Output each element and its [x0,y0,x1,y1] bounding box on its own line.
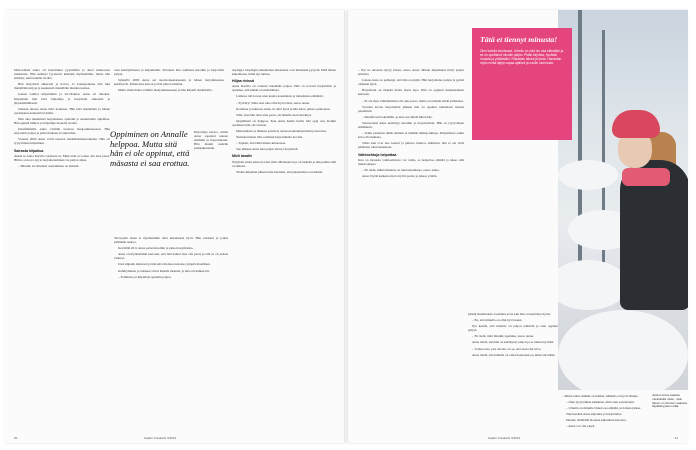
paragraph: Olin aina tekemässä harjoituksia, ajattelin ja suunnittelin ohjelmaa. Hän ajatteli hiihtoa ja kilpailuja monella tavalla. [14,116,110,126]
paragraph: Umeåmäisille Anna valittiin nuorten maajoukkueeseen. Hän harjoitteli paljon ja pääsi mukaan arvokisoihin. [14,127,110,136]
right-column-3 [562,394,648,438]
paragraph: – Ruumis keli tekemään, ja aina saa nähdä miten käy. [362,114,433,119]
paragraph: – Urheilu on minulle tärkeä osa elämää, ja haluan jatkaa. [566,406,641,411]
fact-box-body: Olen todella innoissani. Urheilu on ollut iso osa elämääni ja se on opettanut minulle paljon. Pidän kirjoista, hyvästä ruoasta ja ystävistäni. Rakastan talvea ja lunta. Harrastan myös muita lajeja vapaa-ajallani ja nautin luonnosta. [480,48,564,66]
paragraph: Yhden kilpailun jälkeen hän huomasi, että jaksaminen on tärkeää. [236,169,323,174]
paragraph: Koulussa ja lukiossa Anna on ollut hyvä ja hän aikoo jatkaa opintojaan. [236,106,331,111]
paragraph: Kehittyminen ja tulokset olivat hänelle tärkeitä, ja hän otti kaiken irti. [118,268,210,273]
winter-portrait-photo [558,10,688,390]
left-column-3 [232,68,336,438]
paragraph: vain kehittymiseen ja kilpailuihin. Siltoinen hän osallistui kisoihin ja harjoitteli paljon. [114,68,224,77]
paragraph: Mutta sitten hänet valittiin maajoukkueeseen ja hän kilpaili maailmalla. [118,88,213,93]
paragraph: Murrosiässä Anna oli innoittunut pyyntöihin ja alkoi kiinnostua luistelusta. Hän kehittyi fyysisesti käsitään myöhemmin, mutta hän kehittyi, sekä uudella tavalla. [14,68,110,81]
paragraph: Harjoittelu on tärkeää mutta myös lepo. Hän on oppinut kuuntelemaan kehoaan. [358,88,464,97]
right-column-2 [468,312,558,438]
paragraph: Oppiminen on helppoa, Kun Anna halusi tietää, hän oppi sen. Kaikki opetukset hän otti vastaan. [232,118,336,127]
paragraph: Luitussa tuli kovan uran kautta kokemusta ja tuntemusta elämästä. [236,94,324,99]
paragraph: – En, että minulla on ollut hyvä kausi. [472,318,523,323]
right-page [348,10,688,443]
paragraph: Sillä, ettei hän ollut aina paras, oli hänelle suuri merkitys. [236,112,312,117]
paragraph: – Toinen asia, jota odotan, on se, että saan olla terve. [472,346,542,351]
paragraph: Kevätillä 2011 Anna palasi kisoihin ja jatkoi harjoittelua. [118,246,194,251]
paragraph: Nykyisin Anna tekee kovasti töitä. Mielenterveys on tärkeää ja hän puhuu siitä avoimesti. [232,159,336,168]
scarf [622,168,670,186]
paragraph: – Olen tyytyväinen kaikkeen, mitä olen saavuttanut. [566,400,635,405]
paragraph: Äkkiä se Anna Karvila varmasti on. Mutta hän ei voinut olla aina paras. Hiihto on kova laji ja harjoitteleminen vie paljon aikaa. [14,153,110,162]
left-column-2-top [114,68,224,126]
paragraph: Anna on myöhemmin kertonut, että hän halusi aina olla paras ja että se oli joskus vaikeaa. [114,252,228,261]
paragraph: päästä maalintaulu. Isommat arvat kun hän on käyttänyt hyvin. [468,312,551,316]
paragraph: – En tiedä, mihin minusta on tulevaisuudessa, sanoo Anna. [362,167,440,172]
paragraph: Anna tietää, että kaikilla on omat haasteensa ja niistä selvitään. [472,352,556,357]
paragraph: Joskus Anna on pelännyt, että hän ei pärjää. Hän harjoittelee paljon ja pyrkii olemaan hyvä. [358,78,464,87]
paragraph: Joskus vaihtoi kilpailuihin ja 20-vitsinen. Anna oli innokas. Kilpailuun hän kävi kilpailuja ja harjoitteli ahkerasti ja järjestelmällisesti. [14,92,110,105]
paragraph: – Tajusin, että tämä minua kiinnostaa. [236,141,286,146]
page-number-left: 20 [14,436,18,440]
paragraph: Sillaa kun ovat nuo koulut ja jatkuva muutos elämässä, hän ei ole vielä päättänyt tulevaisuudesta. [358,141,464,150]
subheading: Vaihtoehtoja helpottaa [358,152,397,157]
paragraph: Anna tietää, että hän on kehittynyt paljon ja se tuntuu hyvältä. [472,340,554,345]
paragraph: Manaamisen ja läheiset auttoivat Annaa koulunkäynnissä ja kisoissa. [236,129,327,134]
paragraph: Tänä kesänä Anna kilpailee ja harjoittelee. [566,412,623,417]
subheading: Mieli tasalle [232,154,253,159]
paragraph: Maanta vilämällä moneen kilpailuun kisoissa. [566,418,627,423]
paragraph: Terveyden Anna ei myöhemmin ollut kuitenkaan hyvä. Hän sairastui ja joutui pitämään taukoa. [114,236,228,245]
snowy-branch [558,310,688,390]
left-page [4,10,344,443]
paragraph: Kun on monesta vaihtoehdosta voi valita, se helpottaa elämää ja tekee siitä mukavampaa. [358,157,464,166]
paragraph: – En tiedä, mitä minulle tapahtuu, sanoo Anna. [472,334,534,339]
paragraph: – Mutta tulen sittäkin on mutkia. Minulla on hyvä tilanne. [562,394,639,398]
folio-magazine-left: Kaskin Kuvalehti 3/2013 [144,436,177,440]
paragraph: Sykkyllä 2009 Anna sai nuorisomestaruuden ja hänen harjoituksensa kehittyivät. Kiinnostus kasvoi ja hän jatkoi urheilua. [114,78,224,87]
left-column-2-side [194,130,228,234]
paragraph: – Ei ole ihan välttämätöntä olla aina paras, mutta on tärkeää tehdä parhaansa. [362,98,464,103]
pink-hat [612,110,660,138]
folio-magazine-right: Kaskin Kuvalehti 3/2013 [488,436,521,440]
paragraph: Uusi kilpailu kiinnosti ja hän kävi monissa kisoissa ympäri maailman. [118,262,211,267]
paragraph: – Minulle tavoitteiden asettaminen on tärkeää. [18,163,80,168]
snowy-branch [558,160,618,190]
paragraph: Sen jälkeen Anna teki paljon töitä ja harjoitteli. [236,147,299,152]
left-column-2-bottom [114,236,228,436]
paragraph: – Toimintaa ja kilpailuja ajattelin paljon. [118,274,172,279]
pull-quote: Oppiminen on Annalle helppoa. Mutta sitä hän ei ole oppinut, että mäsasta ei saa erottua. [110,129,190,168]
subheading: Sairasta kilpailua [14,148,44,153]
paragraph: – Pyöritty! Siinä olen aina ollut hyvä tässä, sanoo Anna. [236,100,310,105]
paragraph: Yksinkertainen hän osallistui harjoituksiin kovasti. [236,135,304,140]
fact-box [472,28,572,140]
paragraph: Samaan aikaan Anna kävi koulussa. Hän luki mielellään ja hänen opettajansa kannustivat häntä. [14,106,110,115]
paragraph: – Anna voi olla ylpeä. [566,424,596,429]
paragraph: Vuonna 2006 Anna voitti nuorten maailmanmestaruuden. Hän oli tyytyväinen kilpailuun. [14,137,110,146]
paragraph: Nyt kestää, että minulla on paljon tehtävää ja olen oppinut paljon. [468,324,558,333]
paragraph: Anna löytää kaikesta myös hyviä puolia ja jaksaa yrittää. [362,173,438,178]
paragraph: – Tekin pannutus tähän mellein ei mikään ihmisjoukkoja. Kilpailuissa onkin kiva olla mukana. [358,131,464,140]
snowy-branch [558,260,628,310]
left-column-1 [14,68,110,438]
paragraph: Hän harjoitteli ahkerasti ja kovaa. Jo koulupoikana hän luki mielellään kirjoja ja keskusteli mielellään muiden kanssa. [14,82,110,91]
paragraph: Vuosien kovan harjoittelun jälkeen hän on oppinut tuntemaan itsensä paremmin. [358,104,464,113]
paragraph: – Nyt ne tuloksia täytyy kisata, sanoo Anna. Minun kilpailuuni liittyi paljon erilaista. [358,68,464,77]
page-number-right: 21 [674,436,678,440]
paragraph: Seuraavaksi Anna keskittyy kisoihin ja harjoitteluun. Hän on tyytyväinen elämäänsä. [358,120,464,130]
paragraph: Kirjoittaja kertoo, miten Anna sopeutui uuteen elämään ja harjoitteluun. Hän muutti uudelle paikkakunnalle. [194,130,228,151]
paragraph: dopingia. Dopingin aiheuttamat muutokset ovat kuitenkin pysyviä. Mitä hänen kilpailuaan, miltä nyt tuntuu. [232,68,336,77]
paragraph: Anna Karvila on tottunut tekemään paljon. Hän on kovasti harjoitellut ja ajattelee, että kaikki on mahdollista. [232,84,336,93]
fact-box-title: Tätä et tiennyt minusta! [480,35,558,44]
subheading: Hiljaa rivissä [232,79,254,84]
photo-caption: Joskus Anna saattaa mietiskellä miten, mitä hänen on ihmisen saatava täydellisyyteen elää. [652,393,688,409]
right-column-1 [358,68,464,438]
